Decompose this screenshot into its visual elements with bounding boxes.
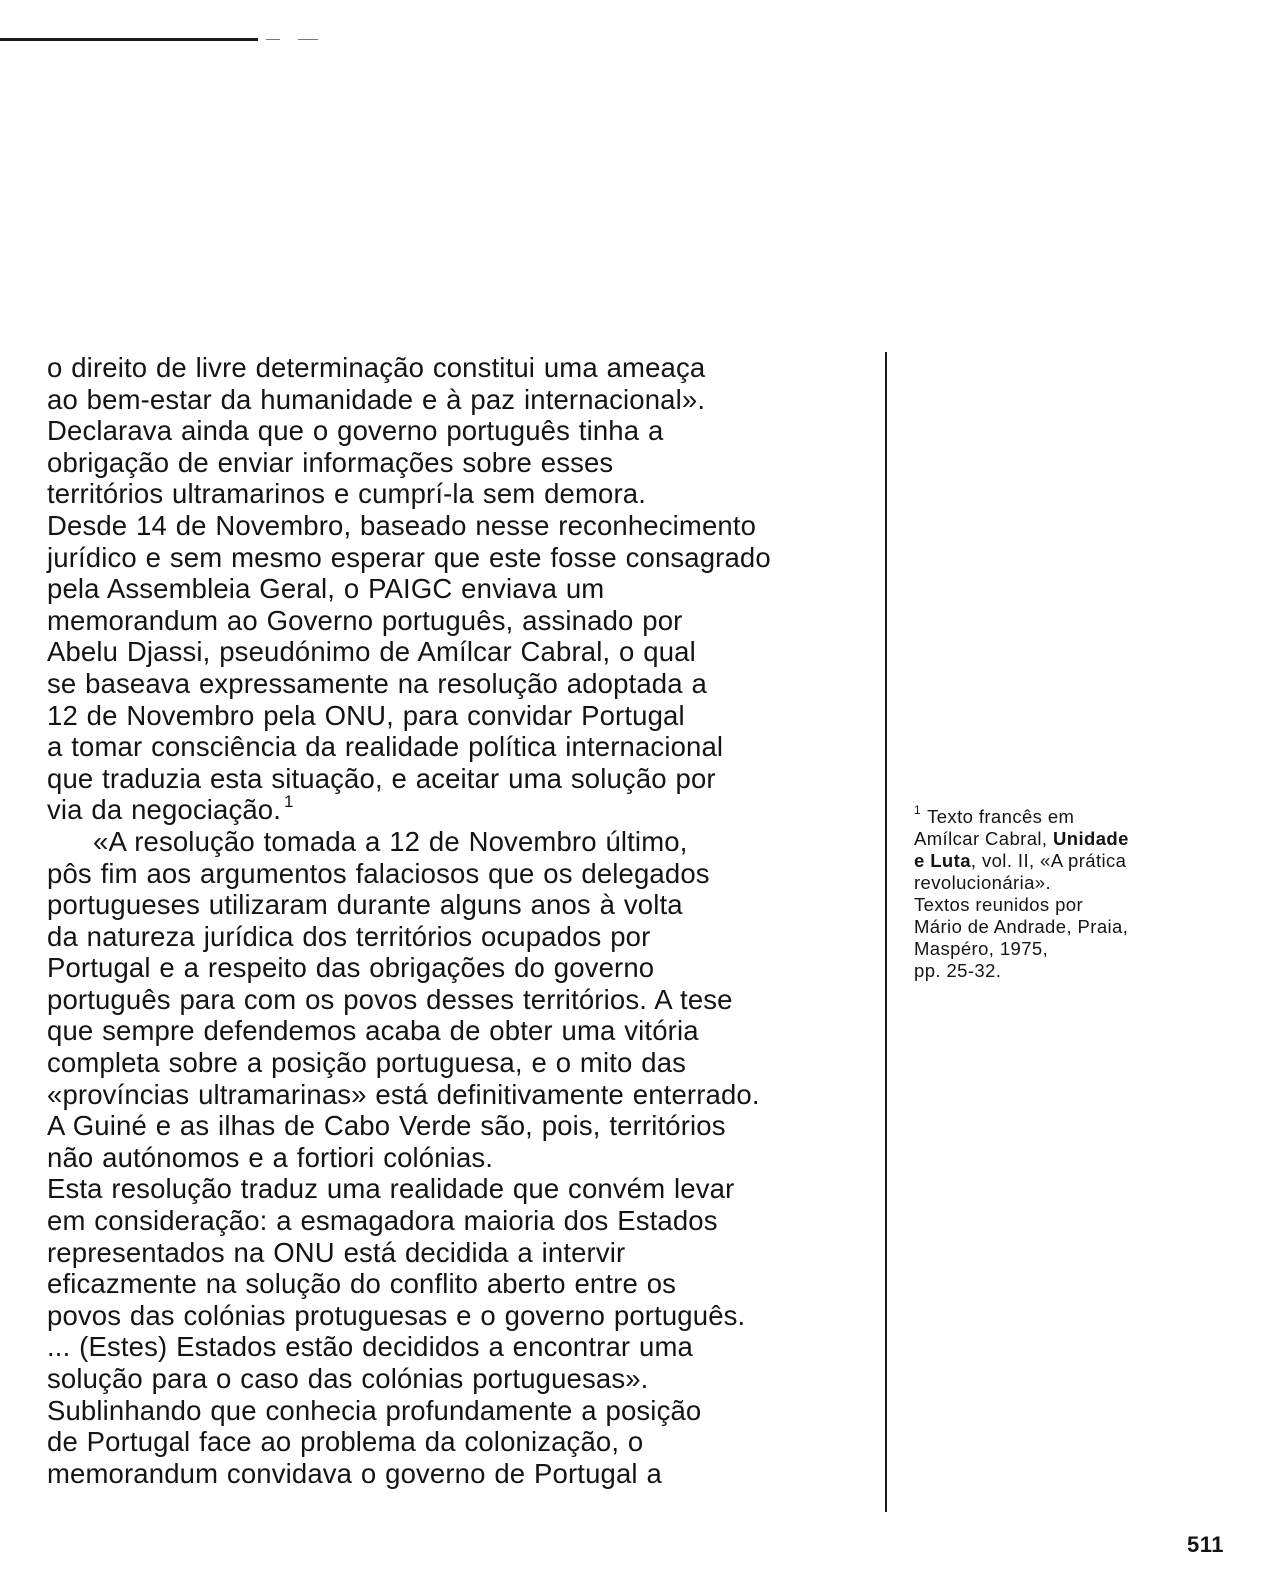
text-line: não autónomos e a fortiori colónias. <box>47 1141 494 1173</box>
text-line: Abelu Djassi, pseudónimo de Amílcar Cabral, o qual <box>47 636 696 668</box>
text-line: de Portugal face ao problema da colonização, o <box>47 1426 644 1458</box>
text-line: jurídico e sem mesmo esperar que este fosse consagrado <box>47 541 771 573</box>
text-line: pôs fim aos argumentos falaciosos que os delegados <box>47 857 710 889</box>
text-line: que sempre defendemos acaba de obter uma vitória <box>47 1015 699 1047</box>
column-divider <box>885 352 887 1512</box>
text-line: eficazmente na solução do conflito aberto entre os <box>47 1268 677 1300</box>
text-line: solução para o caso das colónias portuguesas». <box>47 1363 649 1394</box>
text-line: pela Assembleia Geral, o PAIGC enviava um <box>47 573 605 605</box>
footnote-book-title: e Luta <box>914 850 971 871</box>
text-line: memorandum convidava o governo de Portugal a <box>47 1457 662 1489</box>
text-line: obrigação de enviar informações sobre esses <box>47 446 614 478</box>
text-line: o direito de livre determinação constitui uma ameaça <box>47 352 706 383</box>
footnote <box>914 802 1244 982</box>
footnote-line: Textos reunidos por <box>914 894 1084 915</box>
footnote-text: Texto francês em <box>927 806 1075 827</box>
text-line: 12 de Novembro pela ONU, para convidar Portugal <box>47 699 685 731</box>
text-line: Declarava ainda que o governo português tinha a <box>47 415 664 447</box>
footnote-line <box>914 802 1244 828</box>
footnote-marker: 1 <box>914 802 922 817</box>
text-line: «províncias ultramarinas» está definitivamente enterrado. <box>47 1078 760 1110</box>
text-line: povos das colónias protuguesas e o governo português. <box>47 1299 746 1331</box>
footnote-text: , vol. II, «A prática <box>970 850 1127 871</box>
text-line: via da negociação. <box>47 794 282 826</box>
footnote-line <box>914 828 1244 850</box>
text-line: se baseava expressamente na resolução adoptada a <box>47 667 707 699</box>
text-line: Portugal e a respeito das obrigações do governo <box>47 952 655 984</box>
text-line: memorandum ao Governo português, assinado por <box>47 604 683 636</box>
footnote-text: Amílcar Cabral, <box>914 828 1054 849</box>
text-line: completa sobre a posição portuguesa, e o mito das <box>47 1047 687 1079</box>
top-rule-dash <box>298 39 318 40</box>
text-line: Desde 14 de Novembro, baseado nesse reconhecimento <box>47 509 757 541</box>
text-line: Sublinhando que conhecia profundamente a posição <box>47 1394 702 1426</box>
text-line: ... (Estes) Estados estão decididos a encontrar uma <box>47 1331 693 1363</box>
text-line: A Guiné e as ilhas de Cabo Verde são, pois, territórios <box>47 1110 726 1142</box>
footnote-line: pp. 25-32. <box>914 960 1002 981</box>
text-line: representados na ONU está decidida a intervir <box>47 1236 626 1268</box>
top-rule <box>0 38 258 41</box>
text-line: que traduzia esta situação, e aceitar uma solução por <box>47 762 716 794</box>
footnote-line: Maspéro, 1975, <box>914 938 1049 959</box>
text-line: portugueses utilizaram durante alguns anos à volta <box>47 889 683 921</box>
text-line: português para com os povos desses territórios. A tese <box>47 983 733 1015</box>
text-line: em consideração: a esmagadora maioria dos Estados <box>47 1205 718 1237</box>
footnote-line: revolucionária». <box>914 872 1052 893</box>
footnote-book-title: Unidade <box>1053 828 1129 849</box>
text-line: da natureza jurídica dos territórios ocupados por <box>47 920 651 952</box>
footnote-reference[interactable]: 1 <box>284 792 294 812</box>
main-text-column <box>47 352 887 1489</box>
footnote-line <box>914 850 1244 872</box>
text-line: «A resolução tomada a 12 de Novembro último, <box>93 825 688 857</box>
page-number: 511 <box>1187 1532 1224 1557</box>
text-line: ao bem-estar da humanidade e à paz internacional». <box>47 383 706 415</box>
top-rule-dash <box>266 39 280 40</box>
text-line: territórios ultramarinos e cumprí-la sem demora. <box>47 478 647 510</box>
footnote-line: Mário de Andrade, Praia, <box>914 916 1129 937</box>
text-line: a tomar consciência da realidade política internacional <box>47 731 724 763</box>
text-line: Esta resolução traduz uma realidade que convém levar <box>47 1173 735 1205</box>
text-line-with-footnote-ref <box>47 794 887 826</box>
